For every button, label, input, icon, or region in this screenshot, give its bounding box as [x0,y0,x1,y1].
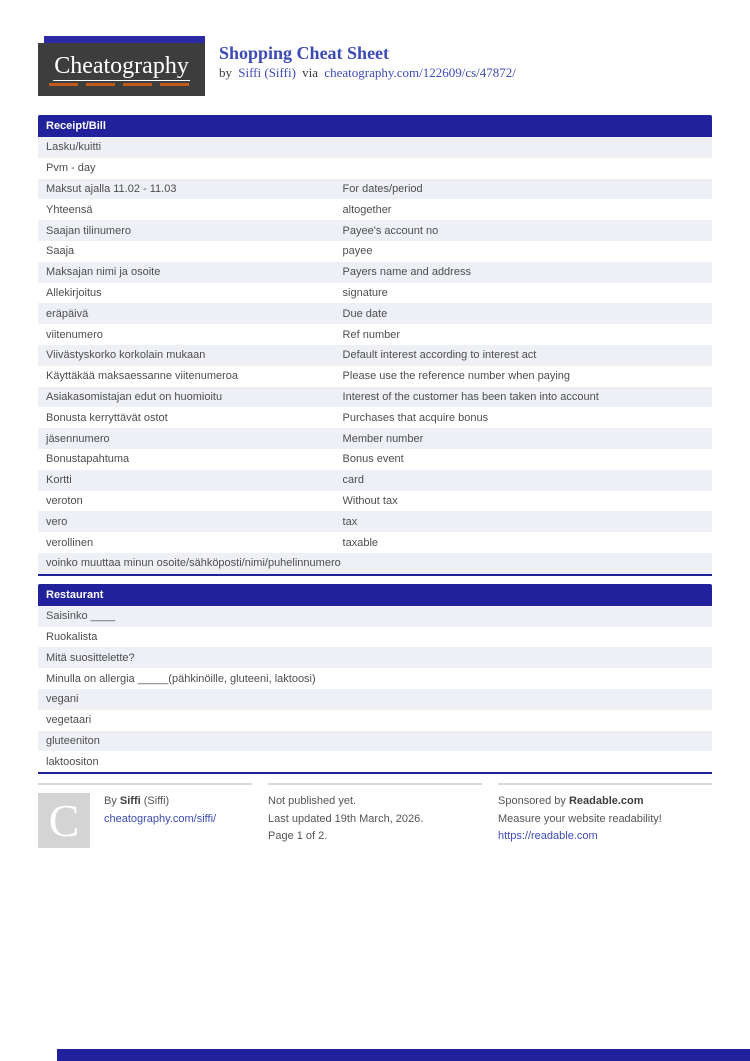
last-updated: Last updated 19th March, 2026. [268,812,424,825]
sheet-url-link[interactable]: cheatography.com/122609/cs/47872/ [324,65,516,80]
row-term: gluteeniton [46,734,100,747]
table-row [38,199,712,220]
table-header-receipt-bill: Receipt/Bill [38,115,712,137]
row-term: Pvm - day [46,162,96,175]
sponsor-name: Readable.com [568,795,644,808]
row-term: verollinen [46,536,94,549]
sponsor-line [498,793,712,811]
row-definition: card [342,474,364,487]
table-row [38,158,712,179]
row-definition: tax [342,515,358,528]
author-alias: (Siffi) [143,795,170,808]
table-row [38,345,712,366]
restaurant-table [38,584,712,774]
row-term: Viivästyskorko korkolain mukaan [46,349,206,362]
row-definition: Default interest according to interest act [342,349,537,362]
table-row [38,511,712,532]
byline-via-label: via [302,65,319,80]
row-term: laktoositon [46,755,99,768]
table-row [38,179,712,200]
table-row [38,428,712,449]
row-term: Bonusta kerryttävät ostot [46,411,168,424]
row-term: viitenumero [46,328,103,341]
row-term: Allekirjoitus [46,286,102,299]
row-term: Mitä suosittelette? [46,651,135,664]
row-definition: Payers name and address [342,266,471,279]
table-row [38,387,712,408]
row-definition: Member number [342,432,424,445]
page-bottom-bar [57,1049,750,1061]
table-row [38,407,712,428]
row-term: Saisinko ____ [46,610,116,623]
sponsor-tagline: Measure your website readability! [498,812,662,825]
row-definition: payee [342,245,373,258]
sponsored-by-label: Sponsored by [498,795,566,808]
author-link[interactable]: Siffi (Siffi) [238,65,296,80]
table-row [38,751,712,772]
footer-author-column [38,783,252,848]
row-definition: For dates/period [342,182,423,195]
row-definition: Please use the reference number when paying [342,370,571,383]
author-name: Siffi [119,795,141,808]
logo-box [38,43,205,96]
row-term: Kortti [46,474,72,487]
table-row [38,627,712,648]
table-header-restaurant: Restaurant [38,584,712,606]
row-definition: Without tax [342,494,398,507]
table-row [38,220,712,241]
row-term: vegani [46,693,79,706]
author-profile-link[interactable]: cheatography.com/siffi/ [104,812,217,825]
row-definition: signature [342,286,388,299]
title-block [219,36,516,81]
row-definition: Purchases that acquire bonus [342,411,489,424]
table-row [38,553,712,574]
logo-underline-dashes [49,83,195,86]
table-row [38,303,712,324]
row-definition: Interest of the customer has been taken into account [342,390,599,403]
footer-sponsor-column [498,783,712,848]
row-term: Yhteensä [46,203,93,216]
row-definition: Ref number [342,328,401,341]
row-term: vero [46,515,68,528]
logo-top-bar [44,36,205,43]
row-term: Asiakasomistajan edut on huomioitu [46,390,223,403]
logo-wordmark: Cheatography [54,52,189,79]
table-row [38,668,712,689]
row-definition: taxable [342,536,379,549]
table-row [38,710,712,731]
table-row [38,324,712,345]
row-term: voinko muuttaa minun osoite/sähköposti/nimi/puhelinnumero [46,557,341,570]
table-row [38,689,712,710]
author-line [104,793,216,811]
page-title: Shopping Cheat Sheet [219,43,390,63]
page-header [38,36,712,96]
author-avatar[interactable]: C [38,793,90,848]
byline [219,65,516,81]
row-term: vegetaari [46,714,92,727]
page-footer [38,783,712,848]
published-status: Not published yet. [268,795,357,808]
cheatography-logo[interactable] [38,36,205,96]
row-term: Maksajan nimi ja osoite [46,266,161,279]
receipt-bill-table [38,115,712,576]
row-term: Maksut ajalla 11.02 - 11.03 [46,182,177,195]
row-definition: altogether [342,203,392,216]
table-row [38,241,712,262]
table-row [38,283,712,304]
row-term: eräpäivä [46,307,89,320]
author-info [104,793,216,848]
table-row [38,449,712,470]
row-term: Bonustapahtuma [46,453,130,466]
table-rows [38,137,712,574]
sponsor-link[interactable]: https://readable.com [498,830,598,843]
footer-status-column [268,783,482,848]
table-rows [38,606,712,772]
table-row [38,491,712,512]
row-term: Minulla on allergia _____(pähkinöille, gluteeni, laktoosi) [46,672,316,685]
row-term: Saaja [46,245,75,258]
table-row [38,262,712,283]
by-label: By [104,795,117,808]
row-definition: Due date [342,307,388,320]
table-row [38,606,712,627]
table-row [38,366,712,387]
row-term: veroton [46,494,83,507]
byline-by-label: by [219,65,232,80]
row-term: Saajan tilinumero [46,224,131,237]
table-row [38,647,712,668]
row-definition: Bonus event [342,453,404,466]
row-term: jäsennumero [46,432,110,445]
row-term: Ruokalista [46,630,98,643]
table-row [38,532,712,553]
row-term: Käyttäkää maksaessanne viitenumeroa [46,370,238,383]
row-definition: Payee's account no [342,224,439,237]
page-info: Page 1 of 2. [268,830,328,843]
table-row [38,470,712,491]
table-row [38,731,712,752]
table-row [38,137,712,158]
row-term: Lasku/kuitti [46,141,102,154]
